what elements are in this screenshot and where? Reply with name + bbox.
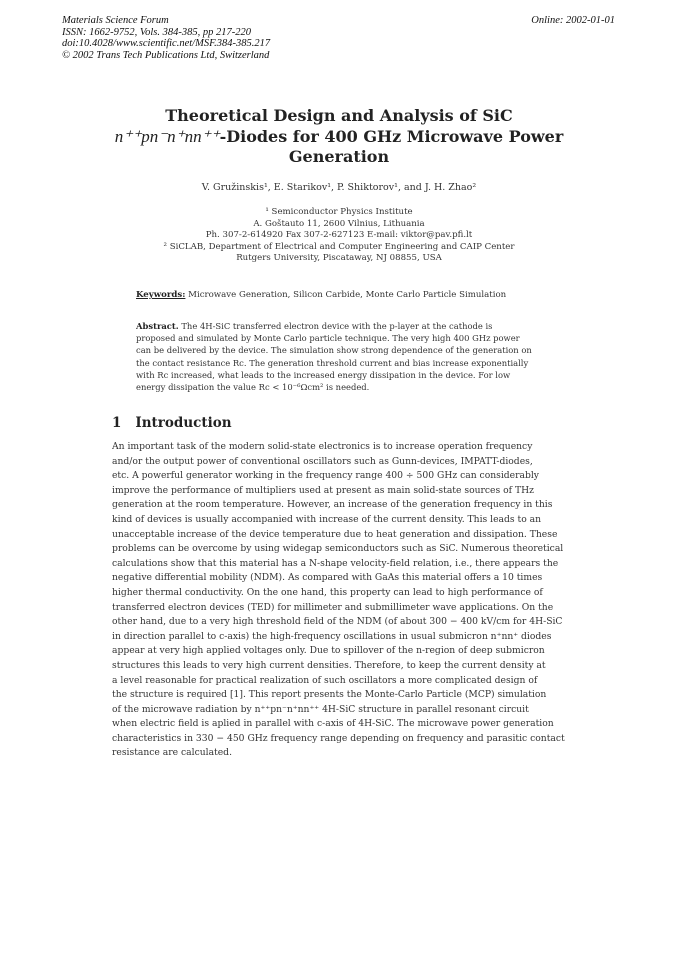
body-line: of the microwave radiation by n⁺⁺pn⁻n⁺nn⁺⁺ 4H-SiC structure in parallel resonant circuit xyxy=(112,703,529,715)
abstract-line xyxy=(136,320,544,332)
body-line: negative differential mobility (NDM). As compared with GaAs this material offers a 10 times xyxy=(112,572,543,584)
body-line: kind of devices is usually accompanied with increase of the current density. This leads to an xyxy=(112,513,542,525)
abstract-line: energy dissipation the value Rc < 10⁻⁶Ωcm² is needed. xyxy=(136,381,370,392)
body-line: An important task of the modern solid-state electronics is to increase operation frequency xyxy=(112,441,533,452)
affiliation-line: ² SiCLAB, Department of Electrical and Computer Engineering and CAIP Center xyxy=(163,241,515,252)
body-line: transferred electron devices (TED) for millimeter and submillimeter wave applications. On the xyxy=(112,601,554,613)
abstract xyxy=(136,320,544,393)
body-line: characteristics in 330 − 450 GHz frequency range depending on frequency and parasitic contact xyxy=(112,732,565,744)
body-line: higher thermal conductivity. On the one hand, this property can lead to high performance of xyxy=(112,586,543,598)
online-date: Online: 2002-01-01 xyxy=(531,15,615,26)
journal-header xyxy=(62,15,270,61)
author-list: V. Gružinskis¹, E. Starikov¹, P. Shiktorov¹, and J. H. Zhao² xyxy=(201,182,477,193)
abstract-text: The 4H-SiC transferred electron device with the p-layer at the cathode is xyxy=(181,321,493,331)
body-line: resistance are calculated. xyxy=(112,747,232,759)
issn-line: ISSN: 1662-9752, Vols. 384-385, pp 217-220 xyxy=(62,26,251,38)
journal-name: Materials Science Forum xyxy=(62,15,169,26)
body-text xyxy=(112,440,567,761)
title-line-1: Theoretical Design and Analysis of SiC xyxy=(165,106,513,125)
body-line: improve the performance of multipliers used at present as main solid-state sources of THz xyxy=(112,484,534,496)
body-line: other hand, due to a very high threshold field of the NDM (of about 300 − 400 kV/cm for 4H-SiC xyxy=(112,616,563,628)
abstract-line: the contact resistance Rc. The generation threshold current and bias increase exponentially xyxy=(136,357,529,368)
abstract-line: proposed and simulated by Monte Carlo particle technique. The very high 400 GHz power xyxy=(136,333,520,344)
keywords-text: Microwave Generation, Silicon Carbide, Monte Carlo Particle Simulation xyxy=(188,290,507,300)
section-title: Introduction xyxy=(135,415,232,431)
abstract-line: with Rc increased, what leads to the increased energy dissipation in the device. For low xyxy=(136,369,511,380)
body-line: calculations show that this material has a N-shape velocity-field relation, i.e., there appears the xyxy=(112,557,559,569)
title-line-2-rest: -Diodes for 400 GHz Microwave Power xyxy=(219,126,564,146)
paper-title xyxy=(62,106,616,168)
affiliations xyxy=(62,207,616,265)
affiliation-line: ¹ Semiconductor Physics Institute xyxy=(265,207,413,217)
body-line: when electric field is aplied in parallel with c-axis of 4H-SiC. The microwave power generation xyxy=(112,718,554,730)
copyright-line: © 2002 Trans Tech Publications Ltd, Switzerland xyxy=(62,49,270,61)
title-line-3: Generation xyxy=(288,147,390,166)
body-line: and/or the output power of conventional oscillators such as Gunn-devices, IMPATT-diodes, xyxy=(112,455,533,467)
body-line: structures this leads to very high current densities. Therefore, to keep the current density at xyxy=(112,659,546,671)
affiliation-line: Ph. 307-2-614920 Fax 307-2-627123 E-mail: viktor@pav.pfi.lt xyxy=(205,230,473,241)
body-line: appear at very high applied voltages only. Due to spillover of the n-region of deep submicron xyxy=(112,645,545,657)
body-line: etc. A powerful generator working in the frequency range 400 ÷ 500 GHz can considerably xyxy=(112,470,539,482)
body-line: a level reasonable for practical realization of such oscillators a more complicated design of xyxy=(112,674,538,686)
affiliation-line: A. Goštauto 11, 2600 Vilnius, Lithuania xyxy=(253,218,425,229)
body-line: generation at the room temperature. However, an increase of the generation frequency in this xyxy=(112,499,553,511)
affiliation-line: Rutgers University, Piscataway, NJ 08855, USA xyxy=(236,253,442,264)
abstract-label: Abstract. xyxy=(136,321,179,331)
body-line: problems can be overcome by using widegap semiconductors such as SiC. Numerous theoretical xyxy=(112,543,564,555)
title-line-2 xyxy=(62,127,616,148)
keywords-label: Keywords: xyxy=(136,290,186,300)
body-line: in direction parallel to c-axis) the high-frequency oscillations in usual submicron n⁺nn⁺ diodes xyxy=(112,630,552,642)
body-line: the structure is required [1]. This report presents the Monte-Carlo Particle (MCP) simulation xyxy=(112,689,547,701)
section-heading xyxy=(112,415,232,431)
keywords xyxy=(136,290,506,300)
abstract-line: can be delivered by the device. The simulation show strong dependence of the generation on xyxy=(136,345,532,356)
section-number: 1 xyxy=(112,415,122,431)
title-formula: n⁺⁺pn⁻n⁺nn⁺⁺ xyxy=(114,126,220,146)
doi-line[interactable]: doi:10.4028/www.scientific.net/MSF.384-385.217 xyxy=(62,38,271,49)
body-line: unacceptable increase of the device temperature due to heat generation and dissipation. These xyxy=(112,528,558,540)
